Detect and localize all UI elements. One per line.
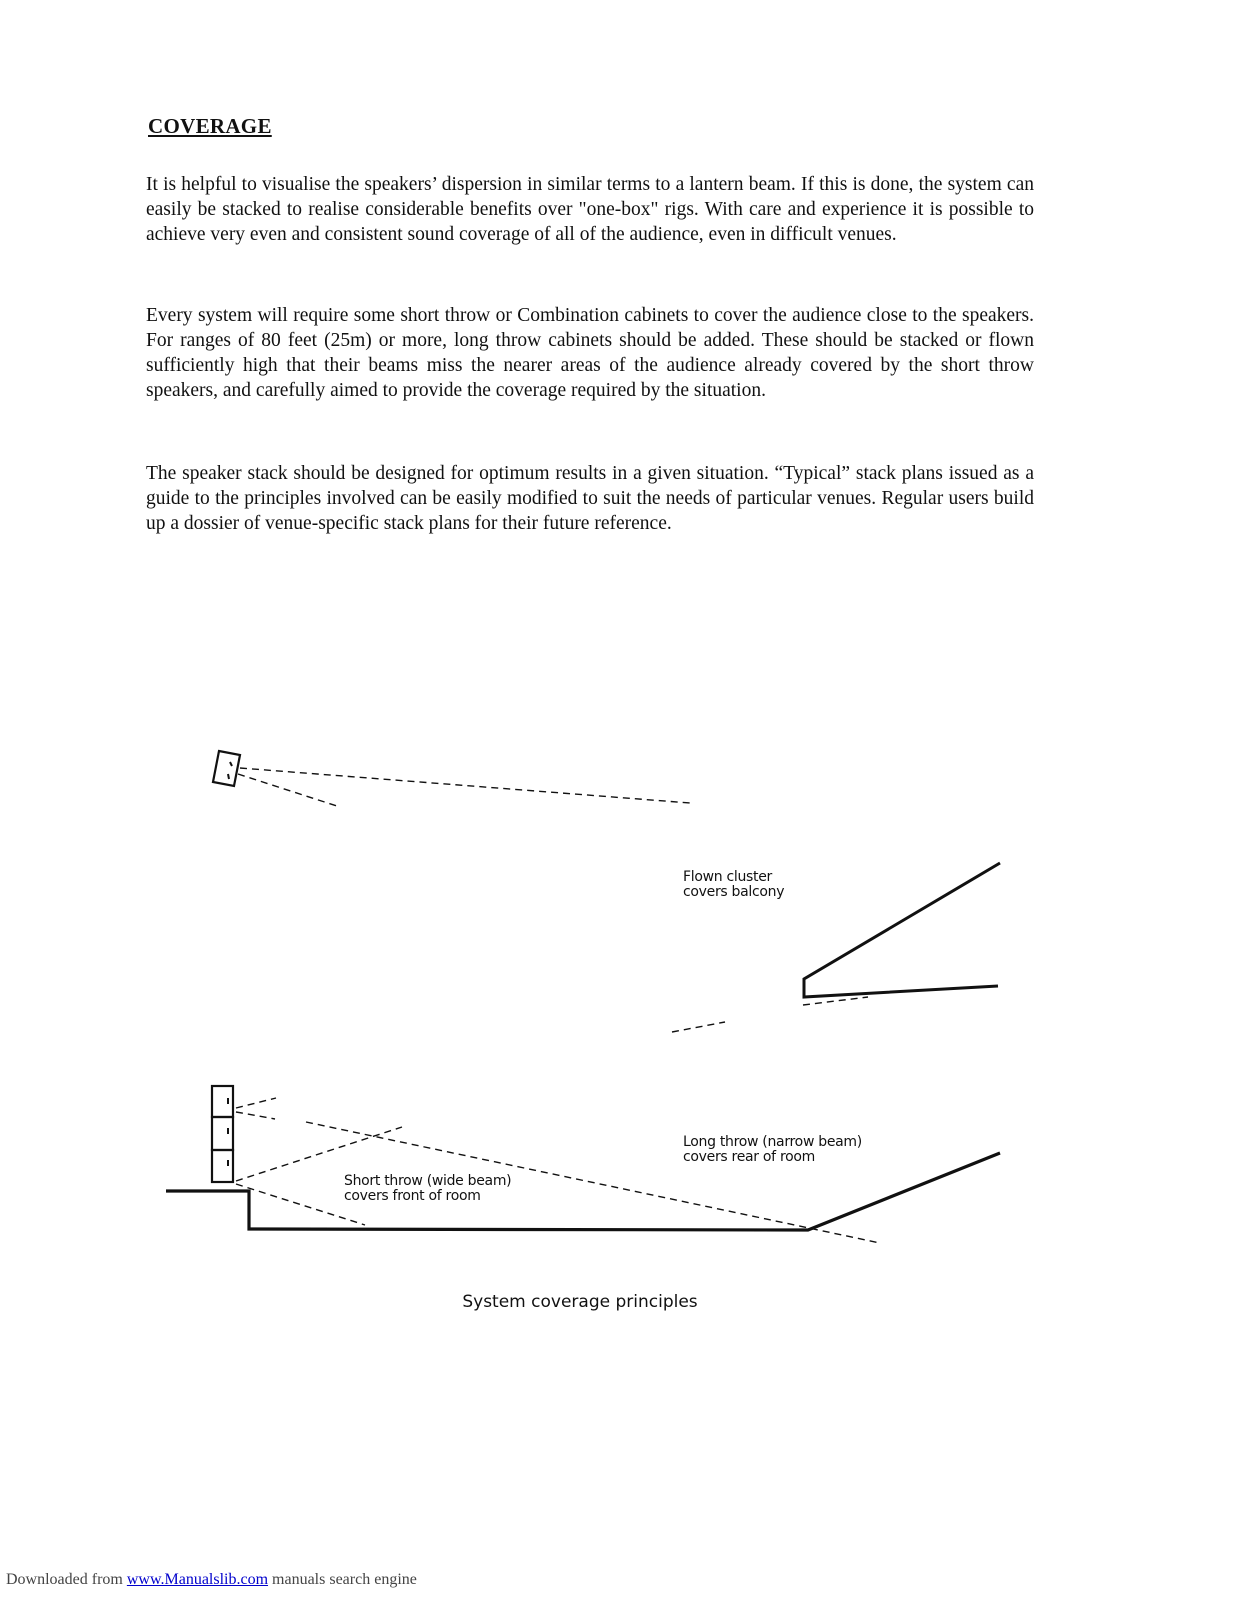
section-heading: COVERAGE [148, 114, 272, 138]
figure-caption: System coverage principles [462, 1292, 698, 1312]
label-flown-cluster: Flown cluster covers balcony [683, 869, 785, 900]
label-short-throw: Short throw (wide beam) covers front of room [344, 1173, 512, 1204]
download-footer [6, 1571, 417, 1589]
footer-suffix: manuals search engine [268, 1571, 417, 1588]
flown-beam-lines [238, 768, 868, 1032]
coverage-diagram [0, 730, 1237, 1250]
balcony-outline [804, 863, 1000, 997]
paragraph-dispersion: It is helpful to visualise the speakers’ dispersion in similar terms to a lantern beam. If this is done, the system can easily be stacked to realise considerable benefits over "one-box" rigs. With care and experience it is possible to achieve very even and consistent sound coverage of all of the audience, even in difficult venues. [146, 174, 1034, 245]
ground-beam-lines [236, 1098, 880, 1243]
room-floor-outline [166, 1153, 1000, 1230]
footer-prefix: Downloaded from [6, 1571, 127, 1588]
flown-speaker-icon [213, 751, 240, 786]
paragraph-cabinets: Every system will require some short throw or Combination cabinets to cover the audience close to the speakers. For ranges of 80 feet (25m) or more, long throw cabinets should be added. These should be stacked or flown sufficiently high that their beams miss the nearer areas of the audience already covered by the short throw speakers, and carefully aimed to provide the coverage required by the situation. [146, 305, 1034, 401]
manualslib-link[interactable]: www.Manualslib.com [126, 1571, 269, 1588]
paragraph-stack-design: The speaker stack should be designed for optimum results in a given situation. “Typical” stack plans issued as a guide to the principles involved can be easily modified to suit the needs of particular venues. Regular users build up a dossier of venue-specific stack plans for their future reference. [146, 463, 1034, 534]
label-long-throw: Long throw (narrow beam) covers rear of room [683, 1134, 862, 1165]
ground-stack-icon [212, 1086, 233, 1182]
